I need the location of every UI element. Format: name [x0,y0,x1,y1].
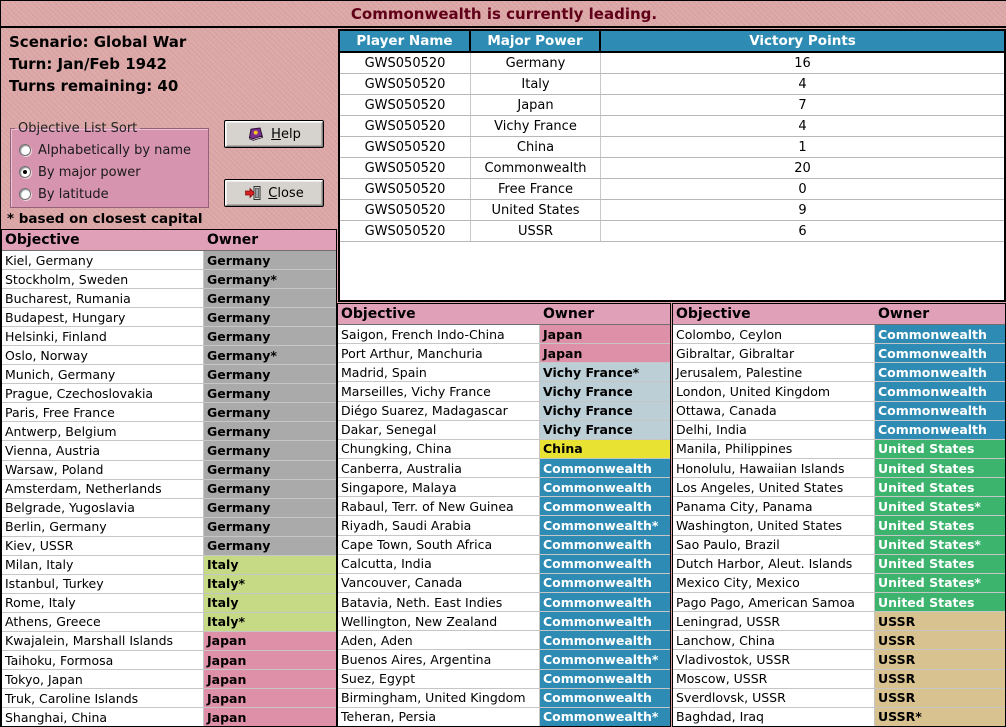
objective-row [2,556,336,575]
owner-cell: Commonwealth* [540,708,670,726]
objective-row [2,499,336,518]
scenario-info [9,31,186,97]
owner-cell: USSR [875,650,1005,668]
objective-row [2,461,336,480]
owner-cell: Commonwealth [540,689,670,707]
owner-cell: Commonwealth [540,574,670,592]
objective-row [673,382,1005,401]
player-name-cell: GWS050520 [340,200,471,220]
header-player-name: Player Name [340,31,471,51]
objective-cell: Wellington, New Zealand [338,612,540,630]
objective-cell: Riyadh, Saudi Arabia [338,516,540,534]
objective-cell: Tokyo, Japan [2,670,204,688]
objective-cell: Pago Pago, American Samoa [673,593,875,611]
objective-cell: Vienna, Austria [2,441,204,459]
owner-cell: Commonwealth [540,497,670,515]
objective-row [2,251,336,270]
help-button[interactable] [224,120,324,148]
owner-cell: Commonwealth [540,536,670,554]
objective-row [338,421,670,440]
objective-list-header [673,304,1005,325]
owner-cell: Commonwealth [540,459,670,477]
owner-cell: Germany [204,289,336,307]
owner-column-header: Owner [543,306,595,322]
close-button-label: Close [268,185,304,201]
objective-row [673,612,1005,631]
objective-cell: Diégo Suarez, Madagascar [338,402,540,420]
objective-list-header [338,304,670,325]
owner-cell: Germany [204,403,336,421]
objective-list-axis-europe [1,229,337,727]
owner-cell: Italy [204,594,336,612]
objective-row [673,650,1005,669]
objective-cell: Calcutta, India [338,555,540,573]
capital-footnote: * based on closest capital [7,211,203,227]
objective-cell: Buenos Aires, Argentina [338,650,540,668]
sort-option-by-latitude[interactable] [19,186,208,202]
objective-row [338,440,670,459]
owner-cell: Germany [204,365,336,383]
objective-cell: Jerusalem, Palestine [673,363,875,381]
objective-list-sort-group [10,121,209,208]
objective-cell: Lanchow, China [673,631,875,649]
owner-cell: Commonwealth [540,612,670,630]
objective-cell: Los Angeles, United States [673,478,875,496]
owner-cell: Germany [204,251,336,269]
victory-points-cell: 16 [794,55,811,71]
sort-option-alphabetically-by-name[interactable] [19,142,208,158]
owner-cell: United States [875,555,1005,573]
owner-cell: Vichy France* [540,363,670,381]
victory-points-cell: 20 [794,160,811,176]
objective-row [673,555,1005,574]
objective-cell: Vancouver, Canada [338,574,540,592]
objective-cell: Saigon, French Indo-China [338,325,540,343]
objective-row [2,327,336,346]
objective-cell: Kiel, Germany [2,251,204,269]
owner-cell: USSR [875,631,1005,649]
objective-row [338,344,670,363]
radio-icon[interactable] [19,144,31,156]
objective-list-allies [672,303,1006,727]
close-button[interactable] [224,179,324,207]
victory-points-cell: 6 [798,223,807,239]
objective-cell: Truk, Caroline Islands [2,689,204,707]
victory-table-row [340,200,1004,221]
victory-table-row [340,74,1004,95]
victory-table-row [340,137,1004,158]
owner-cell: Commonwealth [875,325,1005,343]
owner-cell: Vichy France [540,421,670,439]
objective-row [338,650,670,669]
objective-cell: Berlin, Germany [2,518,204,536]
owner-cell: Germany [204,480,336,498]
objective-row [338,402,670,421]
owner-cell: Italy* [204,613,336,631]
victory-table-row [340,158,1004,179]
owner-cell: Commonwealth [540,593,670,611]
owner-cell: Commonwealth* [540,650,670,668]
owner-cell: Commonwealth [540,555,670,573]
victory-table-row [340,95,1004,116]
objective-row [338,516,670,535]
objective-cell: Honolulu, Hawaiian Islands [673,459,875,477]
player-name-cell: GWS050520 [340,53,471,73]
owner-cell: Japan [204,632,336,650]
objective-cell: Colombo, Ceylon [673,325,875,343]
owner-cell: Commonwealth [875,363,1005,381]
objective-cell: Leningrad, USSR [673,612,875,630]
objective-cell: Ottawa, Canada [673,402,875,420]
sort-option-label: Alphabetically by name [38,142,192,158]
objective-row [673,325,1005,344]
owner-cell: USSR [875,612,1005,630]
objective-row [2,308,336,327]
player-name-cell: GWS050520 [340,95,471,115]
objective-cell: Vladivostok, USSR [673,650,875,668]
objective-cell: Canberra, Australia [338,459,540,477]
owner-cell: Japan [204,689,336,707]
status-text: Commonwealth is currently leading. [350,4,658,23]
objective-row [2,613,336,632]
owner-cell: Germany [204,384,336,402]
objective-row [338,708,670,726]
objective-cell: Singapore, Malaya [338,478,540,496]
owner-cell: Germany [204,441,336,459]
header-major-power: Major Power [471,31,601,51]
player-name-cell: GWS050520 [340,158,471,178]
objective-list-header [2,230,336,251]
objective-row [2,651,336,670]
objective-row [673,516,1005,535]
objective-cell: Amsterdam, Netherlands [2,480,204,498]
victory-points-cell: 4 [798,76,807,92]
owner-cell: United States [875,593,1005,611]
player-name-cell: GWS050520 [340,74,471,94]
objective-row [338,612,670,631]
objective-cell: Munich, Germany [2,365,204,383]
major-power-cell: United States [471,200,601,220]
objective-row [338,593,670,612]
objective-row [2,365,336,384]
owner-cell: Germany [204,499,336,517]
help-book-icon [247,126,265,142]
objective-row [2,708,336,726]
victory-table-row [340,221,1004,242]
objective-row [673,363,1005,382]
victory-table-row [340,179,1004,200]
major-power-cell: Free France [471,179,601,199]
owner-cell: Commonwealth [540,631,670,649]
objective-cell: Madrid, Spain [338,363,540,381]
sort-group-legend: Objective List Sort [18,121,138,136]
objective-cell: Birmingham, United Kingdom [338,689,540,707]
objective-column-header: Objective [676,306,751,322]
objective-cell: Oslo, Norway [2,346,204,364]
objective-row [673,344,1005,363]
header-victory-points: Victory Points [749,33,856,49]
objective-row [338,382,670,401]
owner-cell: Germany [204,461,336,479]
sort-option-label: By major power [38,164,141,180]
owner-cell: United States [875,478,1005,496]
objective-cell: Manila, Philippines [673,440,875,458]
objective-row [338,670,670,689]
objective-cell: Marseilles, Vichy France [338,382,540,400]
objective-row [2,632,336,651]
owner-cell: United States* [875,497,1005,515]
objective-cell: Taihoku, Formosa [2,651,204,669]
objective-row [2,403,336,422]
objective-cell: Milan, Italy [2,556,204,574]
owner-cell: Japan [540,325,670,343]
objective-row [338,536,670,555]
victory-table-header [340,31,1004,53]
objective-row [338,478,670,497]
owner-cell: United States [875,516,1005,534]
major-power-cell: Italy [471,74,601,94]
major-power-cell: China [471,137,601,157]
status-banner [1,0,1006,28]
objective-cell: Budapest, Hungary [2,308,204,326]
victory-table-row [340,53,1004,74]
owner-cell: Germany [204,308,336,326]
objective-row [673,536,1005,555]
objective-row [338,497,670,516]
player-name-cell: GWS050520 [340,179,471,199]
radio-icon[interactable] [19,166,31,178]
objective-row [338,459,670,478]
owner-cell: Japan [204,651,336,669]
major-power-cell: Japan [471,95,601,115]
objective-cell: Antwerp, Belgium [2,422,204,440]
objective-row [2,689,336,708]
player-name-cell: GWS050520 [340,221,471,241]
player-name-cell: GWS050520 [340,116,471,136]
objective-cell: Port Arthur, Manchuria [338,344,540,362]
owner-column-header: Owner [878,306,930,322]
objective-row [338,363,670,382]
objective-cell: Prague, Czechoslovakia [2,384,204,402]
objective-row [673,421,1005,440]
objective-row [2,670,336,689]
owner-cell: Commonwealth [875,421,1005,439]
objective-row [2,575,336,594]
objective-row [673,670,1005,689]
objective-cell: Helsinki, Finland [2,327,204,345]
objective-row [673,593,1005,612]
scenario-turns-remaining: Turns remaining: 40 [9,77,179,95]
objective-cell: Cape Town, South Africa [338,536,540,554]
objective-row [673,440,1005,459]
objective-row [2,346,336,365]
objective-row [2,594,336,613]
objective-cell: Sao Paulo, Brazil [673,536,875,554]
objective-row [673,402,1005,421]
owner-cell: Commonwealth [875,402,1005,420]
objective-cell: Delhi, India [673,421,875,439]
objective-cell: Baghdad, Iraq [673,708,875,726]
objective-cell: Gibraltar, Gibraltar [673,344,875,362]
objective-row [2,518,336,537]
scenario-turn: Turn: Jan/Feb 1942 [9,55,167,73]
owner-cell: Germany* [204,346,336,364]
victory-points-cell: 1 [798,139,807,155]
owner-cell: China [540,440,670,458]
owner-cell: Commonwealth* [540,516,670,534]
owner-cell: Germany [204,422,336,440]
objective-row [338,574,670,593]
objective-cell: Rome, Italy [2,594,204,612]
owner-cell: United States [875,440,1005,458]
victory-points-cell: 0 [798,181,807,197]
major-power-cell: Commonwealth [471,158,601,178]
objective-cell: Paris, Free France [2,403,204,421]
objective-row [2,441,336,460]
objective-cell: Dakar, Senegal [338,421,540,439]
victory-table-body [340,53,1004,242]
objective-row [2,422,336,441]
scenario-name: Scenario: Global War [9,33,187,51]
objective-row [338,555,670,574]
owner-cell: Commonwealth [540,670,670,688]
victory-table-row [340,116,1004,137]
owner-column-header: Owner [207,232,259,248]
objective-column-header: Objective [5,232,80,248]
owner-cell: Germany [204,327,336,345]
radio-icon[interactable] [19,188,31,200]
objective-cell: Washington, United States [673,516,875,534]
owner-cell: United States [875,459,1005,477]
objective-cell: Kiev, USSR [2,537,204,555]
major-power-cell: Vichy France [471,116,601,136]
sort-option-label: By latitude [38,186,109,202]
sort-option-by-major-power[interactable] [19,164,208,180]
objective-cell: Batavia, Neth. East Indies [338,593,540,611]
owner-cell: Commonwealth [875,382,1005,400]
owner-cell: Germany [204,537,336,555]
objective-cell: London, United Kingdom [673,382,875,400]
objective-cell: Chungking, China [338,440,540,458]
owner-cell: Vichy France [540,382,670,400]
objective-cell: Warsaw, Poland [2,461,204,479]
victory-points-panel [338,29,1006,302]
owner-cell: Commonwealth [540,478,670,496]
objective-row [2,537,336,556]
owner-cell: Vichy France [540,402,670,420]
objective-list-pacific-commonwealth [337,303,671,727]
objective-cell: Belgrade, Yugoslavia [2,499,204,517]
objective-row [2,480,336,499]
help-button-label: Help [271,126,301,142]
objective-row [673,478,1005,497]
owner-cell: Germany [204,518,336,536]
victory-points-cell: 7 [798,97,807,113]
objective-row [2,270,336,289]
objective-cell: Panama City, Panama [673,497,875,515]
objective-cell: Sverdlovsk, USSR [673,689,875,707]
owner-cell: Germany* [204,270,336,288]
objective-cell: Mexico City, Mexico [673,574,875,592]
objective-column-header: Objective [341,306,416,322]
objective-row [673,497,1005,516]
objective-row [673,708,1005,726]
objective-cell: Shanghai, China [2,708,204,726]
objective-row [2,384,336,403]
major-power-cell: Germany [471,53,601,73]
owner-cell: Japan [204,670,336,688]
objective-row [338,689,670,708]
objective-cell: Athens, Greece [2,613,204,631]
owner-cell: United States* [875,536,1005,554]
objective-row [673,631,1005,650]
objective-row [338,325,670,344]
sort-options [11,142,208,202]
owner-cell: United States* [875,574,1005,592]
objective-row [338,631,670,650]
owner-cell: USSR [875,689,1005,707]
owner-cell: USSR* [875,708,1005,726]
objective-row [673,459,1005,478]
objective-cell: Stockholm, Sweden [2,270,204,288]
objective-row [673,574,1005,593]
objective-cell: Teheran, Persia [338,708,540,726]
owner-cell: Italy [204,556,336,574]
objective-cell: Suez, Egypt [338,670,540,688]
objective-cell: Kwajalein, Marshall Islands [2,632,204,650]
objective-cell: Istanbul, Turkey [2,575,204,593]
objective-cell: Bucharest, Rumania [2,289,204,307]
major-power-cell: USSR [471,221,601,241]
objective-row [673,689,1005,708]
objective-cell: Rabaul, Terr. of New Guinea [338,497,540,515]
objective-row [2,289,336,308]
objective-cell: Aden, Aden [338,631,540,649]
objective-cell: Moscow, USSR [673,670,875,688]
victory-points-cell: 4 [798,118,807,134]
victory-points-cell: 9 [798,202,807,218]
owner-cell: Japan [540,344,670,362]
objective-cell: Dutch Harbor, Aleut. Islands [673,555,875,573]
player-name-cell: GWS050520 [340,137,471,157]
owner-cell: USSR [875,670,1005,688]
owner-cell: Japan [204,708,336,726]
exit-door-icon [244,185,262,201]
owner-cell: Italy* [204,575,336,593]
owner-cell: Commonwealth [875,344,1005,362]
